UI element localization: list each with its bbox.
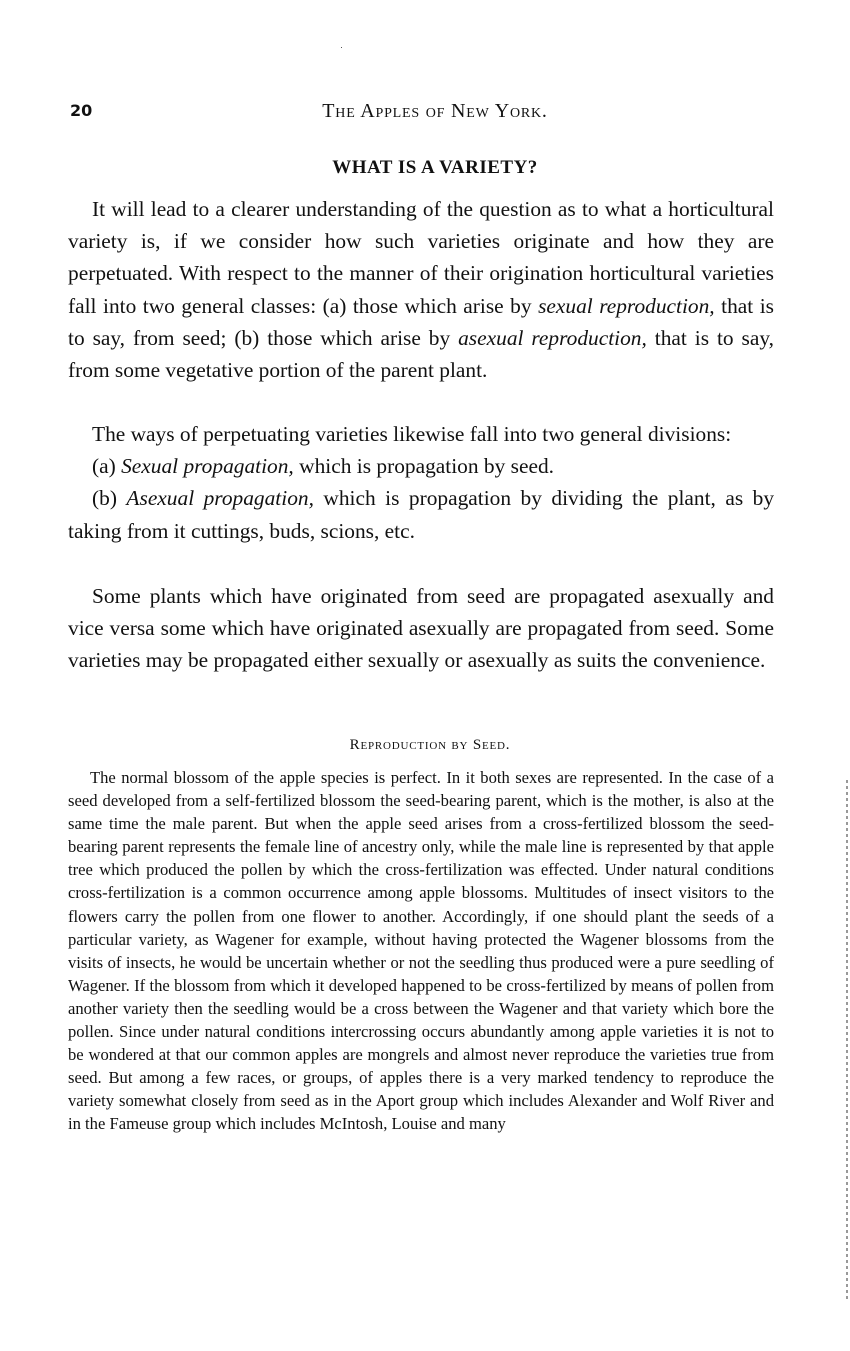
emphasis-asexual-reproduction: asexual reproduction, — [458, 325, 647, 350]
list-item-sexual — [68, 450, 774, 482]
running-title: The Apples of New York. — [322, 100, 548, 122]
convenience-block — [68, 580, 774, 677]
intro-paragraph-block — [68, 193, 774, 386]
paragraph-convenience: Some plants which have originated from seed are propagated asexually and vice versa some which have originated asexually are propagated from seed. Some varieties may be propagated either sexually or asexually as suits the convenience. — [68, 584, 774, 673]
list-marker: (b) — [92, 486, 127, 511]
paragraph-perpetuating: The ways of perpetuating varieties likewise fall into two general divisions: — [92, 422, 732, 446]
term-sexual-propagation: Sexual propagation, — [121, 454, 294, 479]
small-type-block — [68, 766, 774, 1136]
paragraph-text: that is to say, from some vegetative portion of the parent plant. — [68, 325, 774, 383]
paragraph-text: that is to say, from seed; (b) those which arise by — [68, 293, 775, 350]
page-number: 20 — [70, 101, 93, 120]
list-item-asexual — [68, 482, 774, 546]
paragraph-normal-blossom: The normal blossom of the apple species is perfect. In it both sexes are represented. In the case of a seed developed from a self-fertilized blossom the seed-bearing parent, which is the mother, is also at the same time the male parent. But when the apple seed arises from a cross-fertilized blossom the seed-bearing parent represents the female line of ancestry only, while the male line is represented by that apple tree which produced the pollen by which the cross-fertilization was effected. Under natural conditions cross-fertilization is a common occurrence among apple blossoms. Multitudes of insect visitors to the flowers carry the pollen from one flower to another. Accordingly, if one should plant the seeds of a particular variety, as Wagener for example, without having protected the Wagener blossoms from the visits of insects, he would be uncertain whether or not the seedling thus produced were a pure seedling of Wagener. If the blossom from which it developed happened to be cross-fertilized by means of pollen from another variety then the seedling would be a cross between the Wagener and that variety which bore the pollen. Since under natural conditions intercrossing occurs abundantly among apple varieties it is not to be wondered at that our common apples are mongrels and almost never reproduce the varieties true from seed. But among a few races, or groups, of apples there is a very marked tendency to reproduce the variety somewhat closely from seed as in the Aport group which includes Alexander and Wolf River and in the Fameuse group which includes McIntosh, Louise and many — [68, 768, 774, 1134]
section-title: WHAT IS A VARIETY? — [332, 157, 538, 178]
scan-edge-mark — [846, 780, 848, 1300]
list-item-text: which is propagation by dividing the plant, as by taking from it cuttings, buds, scions, etc. — [68, 486, 775, 543]
list-item-text: which is propagation by seed. — [293, 454, 554, 479]
subhead-reproduction-by-seed: Reproduction by Seed. — [349, 737, 511, 753]
running-head — [70, 99, 780, 129]
term-asexual-propagation: Asexual propagation, — [126, 486, 314, 511]
propagation-block — [68, 418, 774, 547]
emphasis-sexual-reproduction: sexual reproduction, — [538, 293, 715, 318]
paragraph-origination — [68, 193, 774, 386]
paragraph-text: It will lead to a clearer understanding of the question as to what a horticultural variety is, if we consider how such varieties originate and how they are perpetuated. With respect to the manner of their origination horticultural varieties fall into two general classes: (a) those which arise by — [68, 197, 774, 318]
scan-speck — [341, 47, 342, 48]
list-marker: (a) — [92, 454, 122, 479]
